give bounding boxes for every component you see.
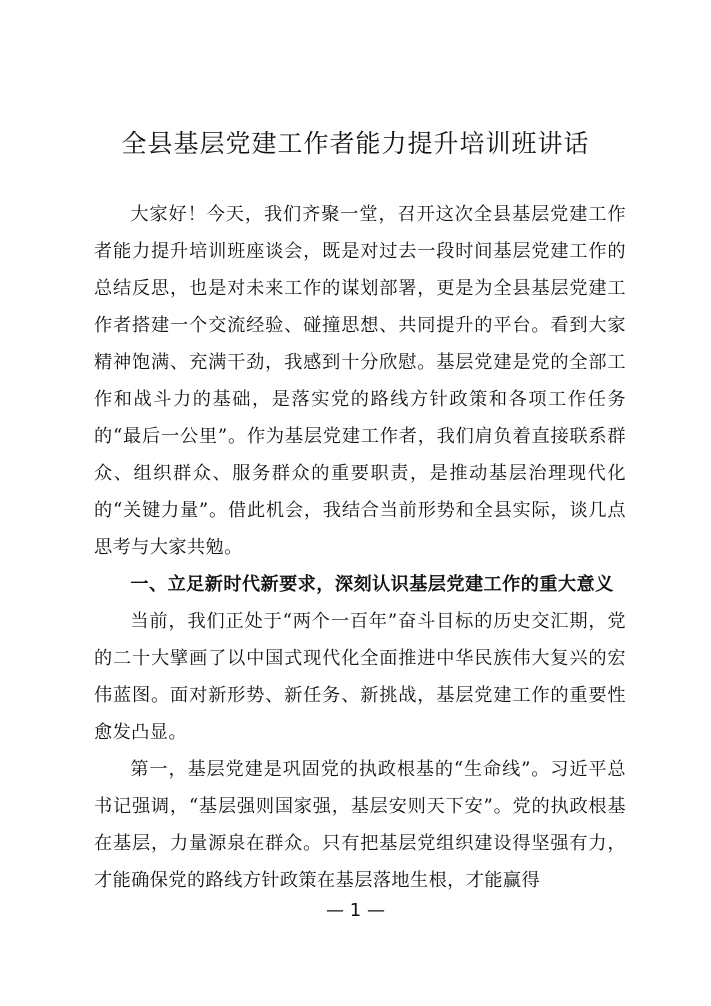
section-heading: 一、立足新时代新要求，深刻认识基层党建工作的重大意义 — [130, 574, 614, 595]
document-body — [94, 196, 626, 899]
first-point-paragraph: 第一，基层党建是巩固党的执政根基的“生命线”。习近平总书记强调，“基层强则国家强，基层安则天下安”。党的执政根基在基层，力量源泉在群众。只有把基层党组织建设得坚强有力，才能确保党的路线方针政策在基层落地生根，才能赢得 — [94, 759, 626, 891]
context-paragraph: 当前，我们正处于“两个一百年”奋斗目标的历史交汇期，党的二十大擘画了以中国式现代化全面推进中华民族伟大复兴的宏伟蓝图。面对新形势、新任务、新挑战，基层党建工作的重要性愈发凸显。 — [94, 611, 626, 743]
page-number: — 1 — — [326, 900, 385, 921]
opening-paragraph: 大家好！今天，我们齐聚一堂，召开这次全县基层党建工作者能力提升培训班座谈会，既是对过去一段时间基层党建工作的总结反思，也是对未来工作的谋划部署，更是为全县基层党建工作者搭建一个交流经验、碰撞思想、共同提升的平台。看到大家精神饱满、充满干劲，我感到十分欣慰。基层党建是党的全部工作和战斗力的基础，是落实党的路线方针政策和各项工作任务的“最后一公里”。作为基层党建工作者，我们肩负着直接联系群众、组织群众、服务群众的重要职责，是推动基层治理现代化的“关键力量”。借此机会，我结合当前形势和全县实际，谈几点思考与大家共勉。 — [94, 204, 626, 558]
document-title: 全县基层党建工作者能力提升培训班讲话 — [121, 129, 590, 158]
